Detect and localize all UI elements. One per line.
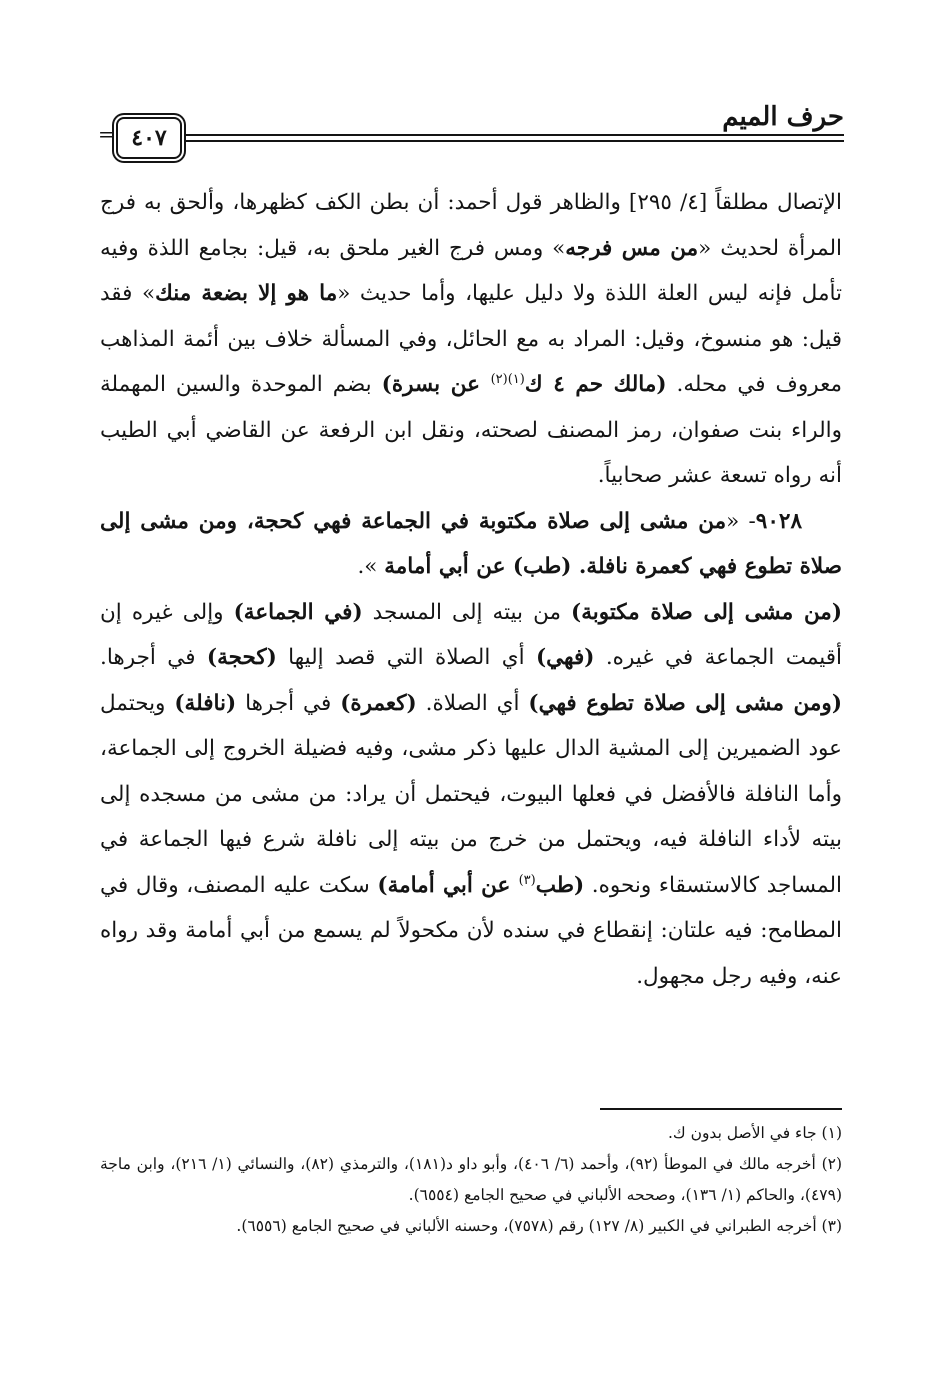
running-header [98, 90, 844, 160]
source-ref: عن أبي أمامة) [377, 872, 519, 898]
text-run: » ومس فرج الغير ملحق به، قيل: بجامع اللذة وفيه تأمل فإنه ليس العلة اللذة ولا دليل عليها، وأما حديث « [100, 235, 842, 306]
text-run: أي الصلاة. [416, 690, 529, 716]
quoted-phrase: (نافلة) [174, 690, 237, 716]
quoted-phrase: (ومن مشى إلى صلاة تطوع فهي) [528, 690, 842, 716]
hadith-number: ٩٠٢٨ [755, 508, 802, 534]
text-run: في أجرها [236, 690, 341, 716]
text-run: سكت عليه المصنف، وقال في المطامح: فيه علتان: إنقطاع في سنده لأن مكحولاً لم يسمع من أبي أمامة وقد رواه عنه، وفيه رجل مجهول. [100, 872, 842, 989]
quoted-phrase: (في الجماعة) [233, 599, 363, 625]
main-text [100, 180, 842, 999]
chapter-title: حرف الميم [722, 102, 844, 132]
commentary-paragraph [100, 180, 842, 499]
text-run: ». [357, 554, 385, 579]
source-ref: (طب [535, 872, 585, 898]
text-run: وإلى غيره إن أقيمت الجماعة في غيره. [100, 599, 843, 670]
page-number: ٤٠٧ [116, 117, 182, 159]
footnotes [100, 1118, 842, 1242]
footnote-separator [600, 1108, 842, 1110]
hadith-text: من مشى إلى صلاة مكتوبة في الجماعة فهي كحجة، ومن مشى إلى صلاة تطوع فهي كعمرة نافلة. (طب) عن أبي أمامة [100, 508, 842, 579]
text-run: في أجرها. [100, 645, 207, 670]
text-run: » فقد قيل: هو منسوخ، وقيل: المراد به مع الحائل، وفي المسألة خلاف بين أئمة المذاهب معروف في محله. [100, 281, 842, 397]
hadith-quote: من مس فرجه [565, 235, 699, 261]
header-ornament: = [98, 122, 115, 146]
footnote-marker: (١)(٢) [490, 371, 525, 387]
footnote-marker: (٣) [518, 872, 536, 888]
text-run: بضم الموحدة والسين المهملة والراء بنت صفوان، رمز المصنف لصحته، ونقل ابن الرفعة عن القاضي أبي الطيب أنه رواه تسعة عشر صحابياً. [100, 372, 842, 488]
quoted-phrase: (كعمرة) [340, 690, 417, 716]
hadith-quote: ما هو إلا بضعة منك [155, 281, 338, 306]
text-run: من بيته إلى المسجد [362, 599, 572, 625]
footnote: (٢) أخرجه مالك في الموطأ (٩٢)، وأحمد (٦/ ٤٠٦)، وأبو داو د(١٨١)، والترمذي (٨٢)، والنسائي (١/ ٢١٦)، وابن ماجة (٤٧٩)، والحاكم (١/ ١٣٦)، وصححه الألباني في صحيح الجامع (٦٥٥٤). [100, 1155, 843, 1204]
quoted-phrase: (كحجة) [206, 645, 277, 670]
source-ref: (مالك حم ٤ ك [524, 372, 667, 397]
text-run: ويحتمل عود الضميرين إلى المشية الدال عليها ذكر مشى، وفيه فضيلة الخروج إلى الجماعة، وأما النافلة فالأفضل في فعلها البيوت، فيحتمل أن يراد: من مشى من مسجده إلى بيته لأداء النافلة فيه، ويحتمل من خرج من بيته إلى نافلة شرع فيها الجماعة في المساجد كالاستسقاء ونحوه. [100, 690, 842, 898]
quoted-phrase: (من مشى إلى صلاة مكتوبة) [571, 599, 842, 625]
text-run: - « [726, 508, 756, 534]
source-ref: عن بسرة) [381, 372, 491, 397]
quoted-phrase: (فهي) [535, 645, 595, 670]
commentary-paragraph [100, 590, 842, 1000]
hadith-entry [100, 499, 842, 590]
text-run: أي الصلاة التي قصد إليها [276, 645, 536, 670]
header-rule [186, 140, 844, 142]
footnote: (٣) أخرجه الطبراني في الكبير (٨/ ١٢٧) رقم (٧٥٧٨)، وحسنه الألباني في صحيح الجامع (٦٥٥٦). [236, 1217, 842, 1235]
text-run: الإتصال مطلقاً [٤/ ٢٩٥] والظاهر قول أحمد: أن بطن الكف كظهرها، وألحق به فرج المرأة لحديث « [100, 190, 843, 261]
header-rule [186, 134, 844, 136]
footnote: (١) جاء في الأصل بدون ك. [667, 1124, 842, 1142]
